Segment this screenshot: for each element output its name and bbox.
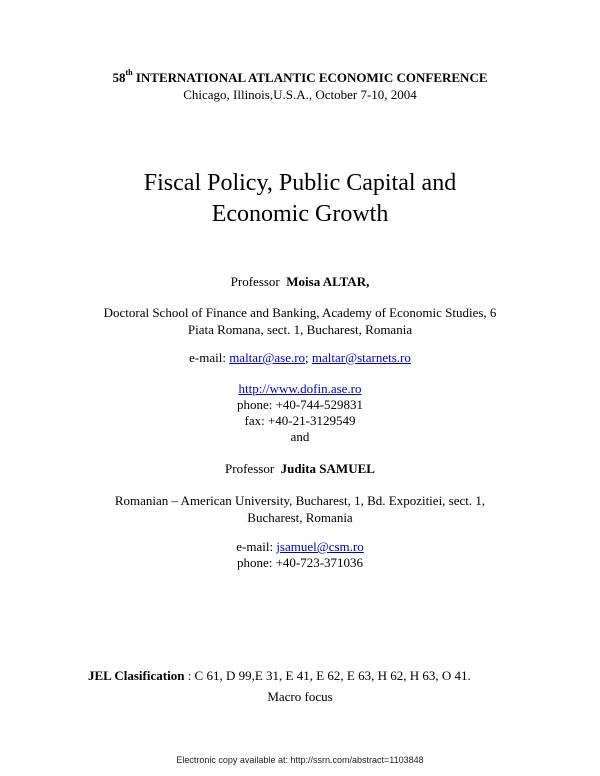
- author1-contact: [0, 381, 600, 445]
- author2-affiliation-line2: Bucharest, Romania: [247, 510, 353, 525]
- author2-affiliation-line1: Romanian – American University, Bucharest, 1, Bd. Expozitiei, sect. 1,: [114, 493, 486, 508]
- author1-affiliation-line2: Piata Romana, sect. 1, Bucharest, Romania: [187, 322, 413, 337]
- author1-affiliation: [0, 304, 600, 338]
- conference-ordinal: 58: [112, 70, 126, 85]
- author1-email-label: e-mail:: [189, 350, 226, 365]
- author1-prefix: Professor: [230, 274, 280, 289]
- jel-codes: : C 61, D 99,E 31, E 41, E 62, E 63, H 62, H 63, O 41.: [184, 668, 471, 683]
- conference-name: [0, 70, 600, 86]
- conference-place-date: Chicago, Illinois,U.S.A., October 7-10, 2004: [183, 87, 417, 102]
- author2-heading: [0, 461, 600, 477]
- paper-title-line1: Fiscal Policy, Public Capital and: [143, 170, 457, 196]
- author1-fax: fax: +40-21-3129549: [244, 413, 356, 428]
- author2-email-label: e-mail:: [236, 539, 274, 554]
- author1-heading: [0, 274, 600, 290]
- author2-phone: phone: +40-723-371036: [236, 555, 364, 570]
- author1-email-line: [0, 350, 600, 366]
- macro-focus: Macro focus: [267, 689, 333, 704]
- author2-contact: [0, 539, 600, 571]
- and-separator: and: [290, 429, 310, 444]
- author1-website-link[interactable]: http://www.dofin.ase.ro: [238, 381, 362, 396]
- conference-title: INTERNATIONAL ATLANTIC ECONOMIC CONFERENCE: [132, 70, 488, 85]
- jel-classification: [88, 668, 471, 684]
- author1-phone: phone: +40-744-529831: [236, 397, 364, 412]
- author1-affiliation-line1: Doctoral School of Finance and Banking, Academy of Economic Studies, 6: [103, 305, 497, 320]
- author2-prefix: Professor: [225, 461, 275, 476]
- paper-title: [0, 168, 600, 230]
- author2-email-link[interactable]: jsamuel@csm.ro: [276, 539, 364, 554]
- author2-affiliation: [0, 492, 600, 526]
- author1-email2-link[interactable]: maltar@starnets.ro: [311, 350, 411, 365]
- author2-name: Judita SAMUEL: [280, 461, 375, 476]
- paper-title-line2: Economic Growth: [211, 201, 389, 227]
- conference-ordinal-suffix: th: [125, 68, 133, 77]
- ssrn-footer: Electronic copy available at: http://ssrn.com/abstract=1103848: [176, 755, 424, 765]
- author1-email-separator: ;: [305, 350, 309, 365]
- jel-label: JEL Clasification: [88, 668, 185, 683]
- author1-email1-link[interactable]: maltar@ase.ro: [229, 350, 306, 365]
- author1-name: Moisa ALTAR,: [286, 274, 370, 289]
